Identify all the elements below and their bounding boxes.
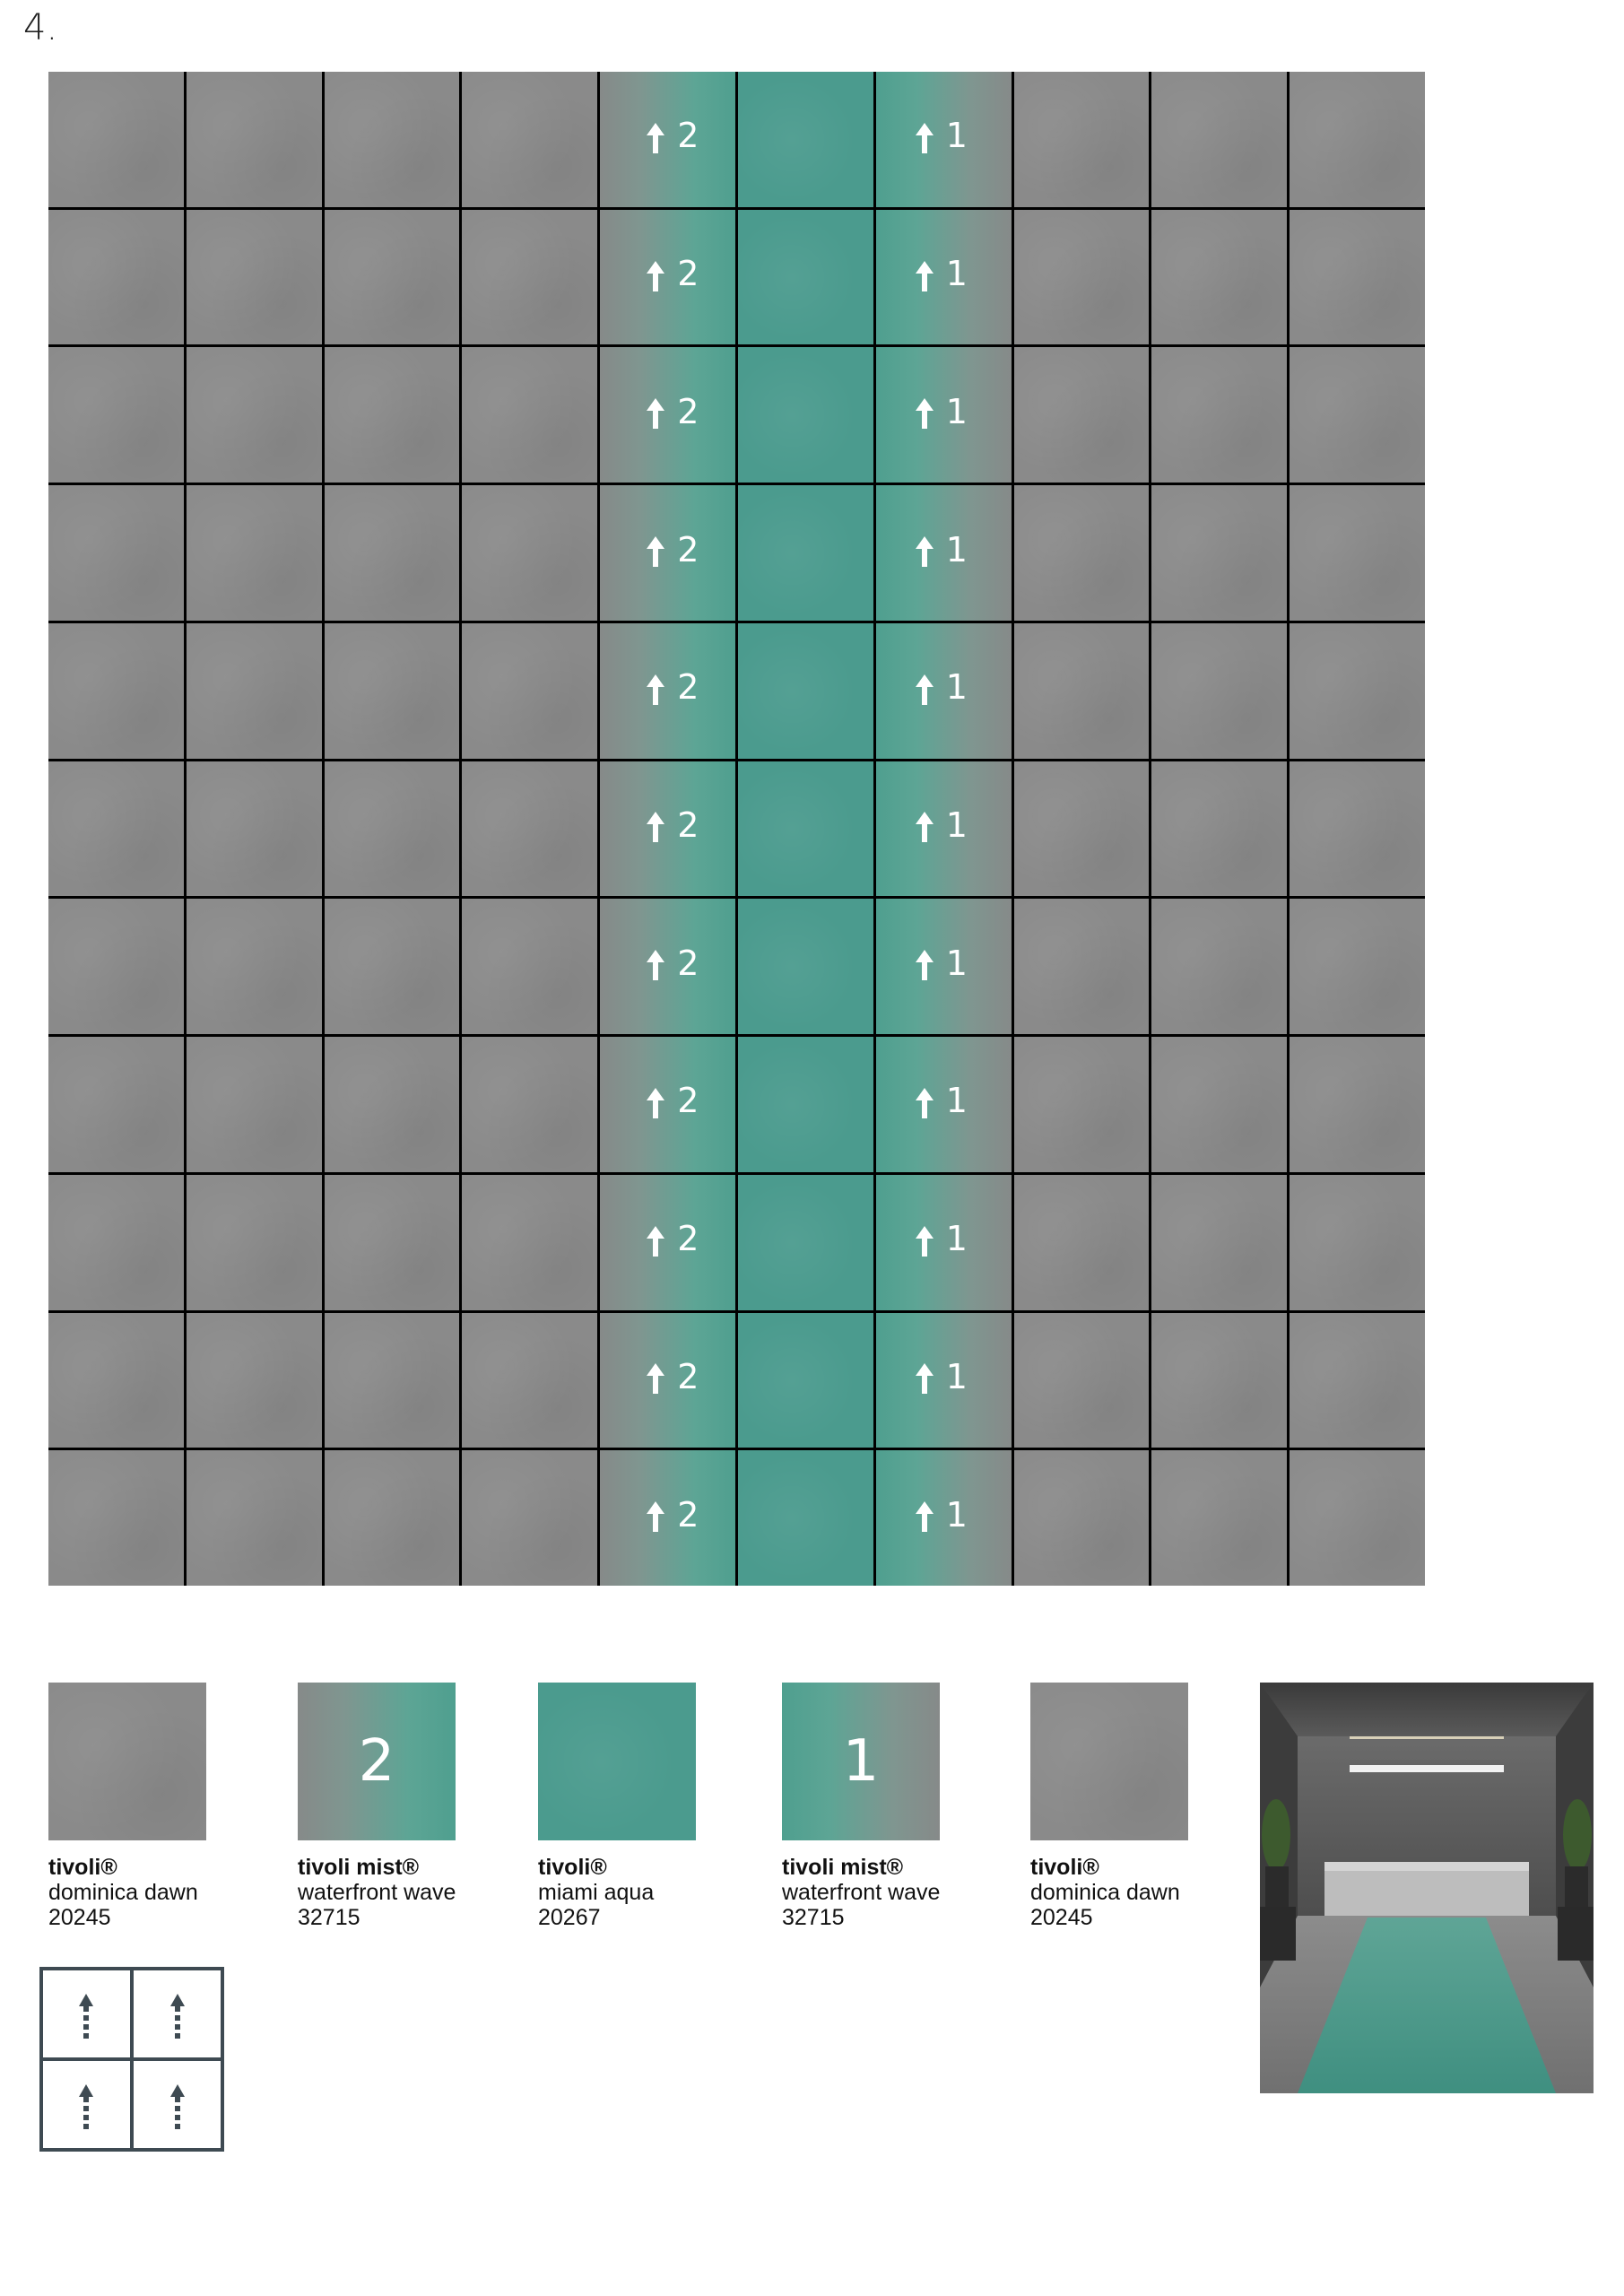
up-arrow-icon [643, 1500, 668, 1534]
carpet-tile [876, 761, 1012, 897]
carpet-tile [1290, 1450, 1425, 1586]
carpet-tile [462, 899, 597, 1034]
tile-direction-label [643, 804, 699, 845]
carpet-tile [325, 210, 460, 345]
up-arrow-icon [912, 396, 937, 430]
carpet-tile [600, 1037, 735, 1172]
tile-number: 2 [677, 1219, 699, 1259]
tile-direction-label [643, 669, 699, 707]
carpet-tile [187, 899, 322, 1034]
tile-number: 1 [945, 529, 968, 570]
carpet-tile [738, 761, 873, 897]
carpet-tile [738, 1313, 873, 1448]
tile-number: 2 [677, 116, 699, 156]
carpet-tile [325, 72, 460, 207]
carpet-tile [48, 899, 184, 1034]
carpet-tile [600, 485, 735, 621]
swatch-label-1: 1 [842, 1728, 880, 1795]
carpet-tile [1014, 485, 1150, 621]
carpet-tile [1290, 761, 1425, 897]
carpet-tile [462, 210, 597, 345]
up-arrow-icon [643, 535, 668, 569]
tile-number: 1 [945, 1219, 968, 1259]
tile-direction-label [643, 1494, 699, 1535]
carpet-tile [48, 210, 184, 345]
carpet-tile [738, 485, 873, 621]
product-brand: tivoli® [1030, 1855, 1099, 1880]
carpet-tile [1151, 485, 1287, 621]
tile-number: 1 [945, 254, 968, 294]
carpet-tile [1014, 1450, 1150, 1586]
tile-direction-label [912, 1494, 968, 1535]
carpet-tile [600, 1450, 735, 1586]
swatch-label-2: 2 [358, 1728, 395, 1795]
up-arrow-icon [643, 1361, 668, 1396]
product-code: 20267 [538, 1905, 601, 1930]
carpet-tile [325, 485, 460, 621]
carpet-tile [462, 1313, 597, 1448]
plant-left [1262, 1799, 1290, 1911]
carpet-tile [48, 1175, 184, 1310]
up-arrow-icon [912, 259, 937, 293]
up-arrow-icon [912, 1500, 937, 1534]
carpet-tile [1014, 1313, 1150, 1448]
carpet-tile [325, 623, 460, 759]
carpet-tile [48, 761, 184, 897]
tile-direction-label [912, 804, 968, 845]
product-brand: tivoli mist® [782, 1855, 904, 1880]
carpet-tile [1290, 72, 1425, 207]
carpet-tile [462, 623, 597, 759]
product-name: waterfront wave [298, 1880, 456, 1905]
carpet-tile [1014, 623, 1150, 759]
carpet-tile [1151, 72, 1287, 207]
carpet-tile [187, 623, 322, 759]
up-arrow-icon [643, 673, 668, 707]
carpet-tile [1151, 761, 1287, 897]
tile-number: 1 [945, 116, 968, 156]
tile-direction-label [643, 529, 699, 570]
tile-direction-label [912, 1356, 968, 1396]
carpet-tile [462, 347, 597, 483]
product-caption [782, 1855, 1015, 1930]
tile-number: 2 [677, 1081, 699, 1121]
up-arrow-icon [912, 948, 937, 982]
carpet-tile [1151, 899, 1287, 1034]
up-arrow-icon [643, 1224, 668, 1258]
carpet-tile [738, 623, 873, 759]
carpet-tile [876, 72, 1012, 207]
carpet-tile [876, 1037, 1012, 1172]
carpet-tile [600, 72, 735, 207]
product-caption [538, 1855, 771, 1930]
up-arrow-icon [912, 1086, 937, 1120]
carpet-tile [600, 210, 735, 345]
tile-number: 1 [945, 1081, 968, 1121]
carpet-tile [1151, 1450, 1287, 1586]
tile-number: 1 [945, 1356, 968, 1396]
product-caption [48, 1855, 282, 1930]
up-arrow-icon [912, 1361, 937, 1396]
carpet-tile [48, 1450, 184, 1586]
tile-number: 1 [945, 667, 968, 708]
carpet-tile [187, 347, 322, 483]
tile-number: 2 [677, 391, 699, 431]
carpet-tile [1290, 210, 1425, 345]
carpet-tile [1014, 210, 1150, 345]
up-arrow-icon [912, 121, 937, 155]
tile-direction-label [912, 256, 968, 293]
carpet-tile [1290, 1313, 1425, 1448]
carpet-tile [600, 347, 735, 483]
lobby-render-image [1260, 1683, 1594, 2093]
carpet-tile [1151, 1037, 1287, 1172]
up-arrow-icon [643, 1086, 668, 1120]
tile-direction-label [643, 1221, 699, 1258]
carpet-tile [876, 210, 1012, 345]
product-code: 20245 [48, 1905, 111, 1930]
carpet-tile [738, 1175, 873, 1310]
carpet-tile [1151, 210, 1287, 345]
carpet-tile [48, 485, 184, 621]
carpet-tile [325, 1175, 460, 1310]
carpet-tile [1014, 1175, 1150, 1310]
carpet-tile [187, 1313, 322, 1448]
tile-number: 1 [945, 1494, 968, 1535]
carpet-tile [876, 1450, 1012, 1586]
carpet-tile [1014, 1037, 1150, 1172]
tile-number: 2 [677, 1356, 699, 1396]
tile-direction-label [912, 1221, 968, 1258]
carpet-tile [1151, 1313, 1287, 1448]
carpet-tile [48, 623, 184, 759]
product-name: miami aqua [538, 1880, 655, 1905]
carpet-tile [187, 72, 322, 207]
carpet-tile [738, 899, 873, 1034]
carpet-tile [325, 899, 460, 1034]
carpet-tile [876, 1175, 1012, 1310]
up-arrow-icon [643, 948, 668, 982]
carpet-tile [1290, 347, 1425, 483]
installation-direction-icon [39, 1967, 224, 2152]
product-name: dominica dawn [48, 1880, 198, 1905]
carpet-tile [1151, 1175, 1287, 1310]
product-brand: tivoli® [538, 1855, 607, 1880]
carpet-tile [325, 1450, 460, 1586]
carpet-tile [1151, 623, 1287, 759]
tile-direction-label [912, 529, 968, 570]
up-arrow-icon [643, 396, 668, 430]
carpet-tile [1014, 899, 1150, 1034]
carpet-tile [600, 623, 735, 759]
carpet-tile [325, 761, 460, 897]
carpet-tile [1290, 1037, 1425, 1172]
carpet-tile [187, 1175, 322, 1310]
carpet-tile [48, 1037, 184, 1172]
carpet-tile [325, 1037, 460, 1172]
plant-right [1563, 1799, 1592, 1911]
carpet-tile [738, 347, 873, 483]
carpet-tile [600, 899, 735, 1034]
carpet-tile [462, 72, 597, 207]
product-name: dominica dawn [1030, 1880, 1180, 1905]
carpet-tile [1014, 761, 1150, 897]
product-code: 20245 [1030, 1905, 1093, 1930]
carpet-tile [48, 72, 184, 207]
carpet-tile [325, 1313, 460, 1448]
tile-direction-label [643, 117, 699, 155]
carpet-tile [462, 485, 597, 621]
carpet-tile [1290, 623, 1425, 759]
carpet-tile [187, 761, 322, 897]
product-code: 32715 [298, 1905, 360, 1930]
carpet-tile [738, 72, 873, 207]
carpet-tile [187, 1450, 322, 1586]
up-arrow-icon [912, 810, 937, 844]
tile-number: 1 [945, 391, 968, 431]
carpet-tile [738, 1450, 873, 1586]
tile-direction-label [912, 117, 968, 155]
product-name: waterfront wave [782, 1880, 941, 1905]
swatch-dominica-dawn [48, 1683, 206, 1840]
tile-number: 1 [945, 804, 968, 845]
tile-number: 2 [677, 254, 699, 294]
tile-direction-label [643, 1356, 699, 1396]
carpet-tile [1151, 347, 1287, 483]
product-brand: tivoli mist® [298, 1855, 420, 1880]
carpet-tile [325, 347, 460, 483]
tile-direction-label [643, 945, 699, 983]
carpet-tile [600, 761, 735, 897]
carpet-tile [48, 347, 184, 483]
swatch-miami-aqua [538, 1683, 696, 1840]
carpet-tile-layout-grid [48, 72, 1425, 1586]
carpet-tile [876, 899, 1012, 1034]
product-brand: tivoli® [48, 1855, 117, 1880]
carpet-tile [1014, 72, 1150, 207]
page-number: 4. [23, 7, 58, 48]
tile-number: 2 [677, 943, 699, 983]
tile-direction-label [912, 945, 968, 983]
carpet-tile [1290, 485, 1425, 621]
swatch-waterfront-wave-2 [298, 1683, 456, 1840]
carpet-tile [48, 1313, 184, 1448]
carpet-tile [1290, 899, 1425, 1034]
carpet-tile [876, 1313, 1012, 1448]
tile-direction-label [912, 1083, 968, 1120]
tile-direction-label [643, 391, 699, 431]
carpet-tile [600, 1175, 735, 1310]
carpet-tile [876, 347, 1012, 483]
up-arrow-icon [643, 259, 668, 293]
tile-number: 2 [677, 1494, 699, 1535]
carpet-tile [738, 1037, 873, 1172]
swatch-waterfront-wave-1 [782, 1683, 940, 1840]
tile-direction-label [643, 1083, 699, 1120]
tile-number: 2 [677, 529, 699, 570]
up-arrow-icon [912, 535, 937, 569]
tile-direction-label [912, 669, 968, 707]
carpet-tile [462, 1450, 597, 1586]
carpet-tile [1014, 347, 1150, 483]
carpet-tile [738, 210, 873, 345]
carpet-tile [600, 1313, 735, 1448]
tile-direction-label [912, 391, 968, 431]
carpet-tile [187, 485, 322, 621]
carpet-tile [187, 1037, 322, 1172]
up-arrow-icon [643, 121, 668, 155]
tile-number: 2 [677, 667, 699, 708]
tile-number: 2 [677, 804, 699, 845]
swatch-dominica-dawn-2 [1030, 1683, 1188, 1840]
carpet-tile [462, 1037, 597, 1172]
carpet-tile [876, 485, 1012, 621]
carpet-tile [462, 1175, 597, 1310]
carpet-tile [1290, 1175, 1425, 1310]
carpet-tile [187, 210, 322, 345]
tile-direction-label [643, 256, 699, 293]
tile-number: 1 [945, 943, 968, 983]
carpet-tile [876, 623, 1012, 759]
up-arrow-icon [912, 673, 937, 707]
product-caption [298, 1855, 531, 1930]
up-arrow-icon [643, 810, 668, 844]
product-caption [1030, 1855, 1264, 1930]
up-arrow-icon [912, 1224, 937, 1258]
product-code: 32715 [782, 1905, 845, 1930]
carpet-tile [462, 761, 597, 897]
